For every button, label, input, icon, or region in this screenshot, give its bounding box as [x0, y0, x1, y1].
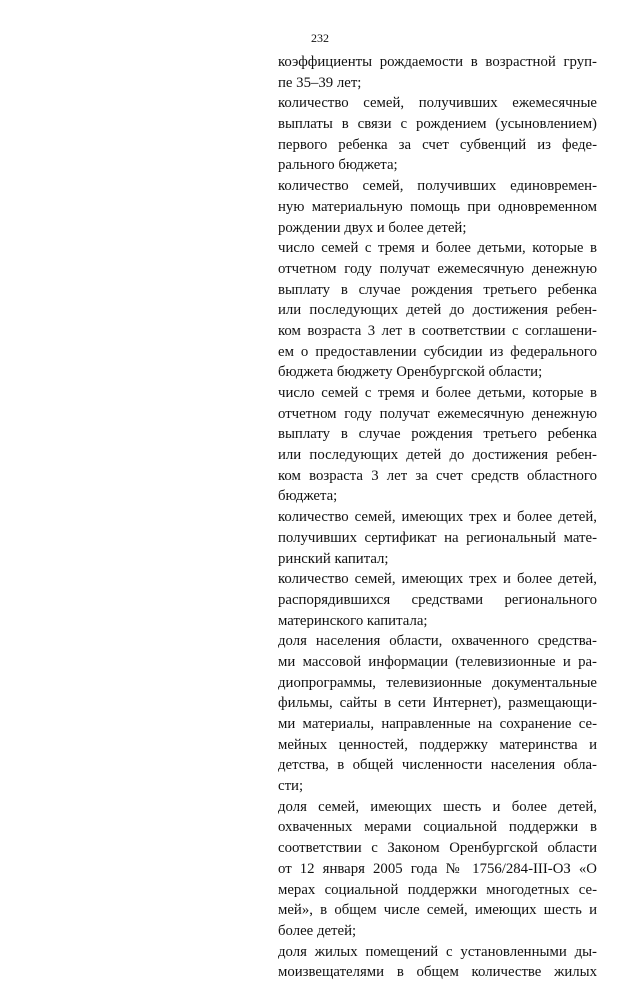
text-line: количество семей, получивших ежемесячные: [278, 95, 597, 112]
text-line: ком возраста 3 лет за счет средств областного: [278, 467, 597, 484]
text-line: ком возраста 3 лет в соответствии с соглашени-: [278, 322, 597, 339]
text-line: ем о предоставлении субсидии из федерального: [278, 343, 597, 360]
text-line: количество семей, имеющих трех и более детей,: [278, 509, 597, 526]
text-line: более детей;: [278, 922, 357, 939]
text-line: или последующих детей до достижения ребен-: [278, 447, 597, 464]
text-line: число семей с тремя и более детьми, которые в: [278, 385, 597, 401]
page-number: 232: [311, 31, 329, 45]
text-line: соответствии с Законом Оренбургской области: [278, 840, 597, 857]
text-line: мерах социальной поддержки многодетных се-: [278, 881, 597, 898]
text-line: ми материалы, направленные на сохранение се-: [278, 716, 597, 732]
text-line: доля населения области, охваченного средства-: [278, 633, 597, 650]
text-line: фильмы, сайты в сети Интернет), размещающи-: [278, 695, 597, 712]
text-line: выплату в случае рождения третьего ребенка: [278, 281, 597, 298]
text-line: коэффициенты рождаемости в возрастной груп-: [278, 54, 597, 70]
text-line: отчетном году получат ежемесячную денежную: [278, 405, 597, 422]
document-text-block: [278, 52, 597, 983]
text-line: выплату в случае рождения третьего ребенка: [278, 426, 597, 443]
text-line: выплаты в связи с рождением (усыновлением): [278, 116, 597, 133]
text-line: количество семей, получивших единовремен-: [278, 178, 597, 195]
text-line: охваченных мерами социальной поддержки в: [278, 819, 597, 836]
text-line: материнского капитала;: [278, 612, 428, 629]
text-line: отчетном году получат ежемесячную денежную: [278, 260, 597, 277]
text-line: первого ребенка за счет субвенций из феде-: [278, 136, 597, 153]
text-line: моизвещателями в общем количестве жилых: [278, 964, 597, 981]
text-line: сти;: [278, 778, 304, 795]
text-line: рождении двух и более детей;: [278, 219, 467, 236]
text-line: мейных ценностей, поддержку материнства и: [278, 736, 597, 753]
text-line: бюджета бюджету Оренбургской области;: [278, 364, 543, 381]
text-line: мей», в общем числе семей, имеющих шесть и: [278, 902, 597, 919]
text-line: получивших сертификат на региональный мате-: [278, 529, 597, 546]
text-line: доля жилых помещений с установленными ды-: [278, 943, 597, 960]
text-line: от 12 января 2005 года № 1756/284-III-ОЗ «О: [278, 860, 597, 877]
text-line: распорядившихся средствами регионального: [278, 591, 597, 608]
text-line: пе 35–39 лет;: [278, 74, 362, 91]
text-line: ринский капитал;: [278, 550, 389, 567]
text-line: детства, в общей численности населения обла-: [278, 757, 597, 774]
text-line: бюджета;: [278, 488, 338, 505]
text-line: диопрограммы, телевизионные документальные: [278, 674, 597, 691]
text-line: число семей с тремя и более детьми, которые в: [278, 240, 597, 257]
text-line: количество семей, имеющих трех и более детей,: [278, 571, 597, 588]
text-line: ми массовой информации (телевизионные и ра-: [278, 653, 597, 670]
text-line: или последующих детей до достижения ребен-: [278, 302, 597, 319]
text-line: ную материальную помощь при одновременном: [278, 198, 597, 215]
text-line: рального бюджета;: [278, 157, 398, 174]
text-line: доля семей, имеющих шесть и более детей,: [278, 798, 597, 815]
